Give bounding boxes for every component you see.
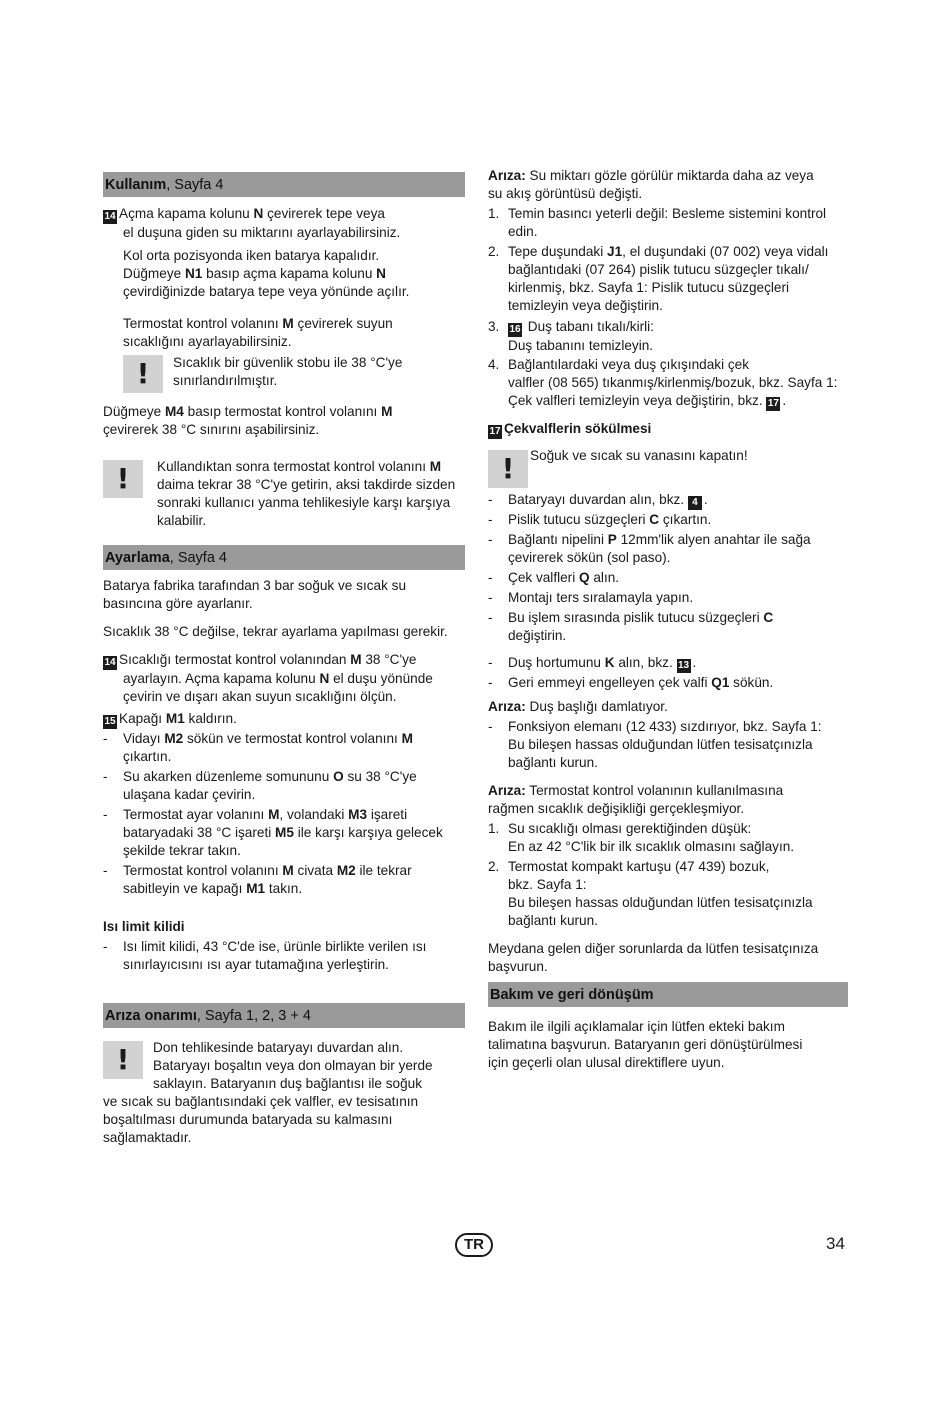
list-item: - Çek valfleri Q alın. [488, 570, 620, 585]
paragraph-maintenance: Bakım ile ilgili açıklamalar için lütfen ekteki bakım talimatına başvurun. Bataryanın geri dönüştürülmesi için geçerli olan ulusal direktiflere uyun. [488, 1019, 803, 1070]
list-item: - Isı limit kilidi, 43 °C'de ise, ürünle birlikte verilen ısı sınırlayıcısını ısı ayar tutamağına yerleştirin. [103, 939, 427, 972]
paragraph-readjust: Sıcaklık 38 °C değilse, tekrar ayarlama yapılması gerekir. [103, 624, 448, 639]
warning-icon: ! [103, 460, 143, 498]
list-item: - Vidayı M2 sökün ve termostat kontrol volanını M çıkartın. [103, 731, 413, 764]
figure-ref-15: 15 [104, 716, 116, 727]
paragraph-thermostat: Termostat kontrol volanını M çevirerek suyun sıcaklığını ayarlayabilirsiniz. [123, 316, 393, 349]
country-badge: TR [455, 1233, 493, 1257]
paragraph-factory: Batarya fabrika tarafından 3 bar soğuk ve sıcak su basıncına göre ayarlanır. [103, 578, 407, 611]
list-item: 1. Su sıcaklığı olması gerektiğinden düşük: En az 42 °C'lik bir ilk sıcaklık olmasını sağlayın. [488, 821, 795, 854]
list-item: - Montajı ters sıralamayla yapın. [488, 590, 694, 605]
subheading-heat-limit: Isı limit kilidi [103, 919, 185, 934]
paragraph-step-14: 14 Sıcaklığı termostat kontrol volanından M 38 °C'ye ayarlayın. Açma kapama kolunu N el duşu yönünde çevirin ve dışarı akan suyun sıcaklığını ölçün. [104, 652, 433, 704]
warning-text-frost: Don tehlikesinde bataryayı duvardan alın. Bataryayı boşaltın veya don olmayan bir yerde saklayın. Bataryanın duş bağlantısı ile soğuk ve sıcak su bağlantısındaki çek valfler, ev tesisatının boşaltılması durumunda bataryada su kalmasını sağlamaktadır. [103, 1040, 433, 1145]
page-number: 34 [826, 1234, 845, 1253]
paragraph-step-15: 15 Kapağı M1 kaldırın. [104, 711, 237, 727]
fault-temperature: Arıza: Termostat kontrol volanının kullanılmasına rağmen sıcaklık değişikliği gerçekleşmiyor. [488, 783, 784, 816]
list-item: - Fonksiyon elemanı (12 433) sızdırıyor, bkz. Sayfa 1: Bu bileşen hassas olduğundan lütfen tesisatçınızla bağlantı kurun. [488, 719, 822, 770]
list-item: - Geri emmeyi engelleyen çek valfi Q1 sökün. [488, 675, 774, 690]
list-item: 2. Tepe duşundaki J1, el duşundaki (07 002) veya vidalı bağlantıdaki (07 264) pislik tutucu süzgeçler tıkalı/ kirlenmiş, bkz. Sayfa 1: Pislik tutucu süzgeçleri temizleyin veya değiştirin. [488, 244, 829, 313]
figure-ref-14: 14 [104, 657, 116, 668]
list-item: - Bağlantı nipelini P 12mm'lik alyen anahtar ile sağa çevirerek sökün (sol paso). [488, 532, 811, 565]
figure-ref-4: 4 [688, 496, 702, 510]
list-item: 3. 16 Duş tabanı tıkalı/kirli: Duş tabanını temizleyin. [488, 319, 654, 353]
warning-text-safety-stop: Sıcaklık bir güvenlik stobu ile 38 °C'ye sınırlandırılmıştır. [173, 355, 403, 388]
list-item: 2. Termostat kompakt kartuşu (47 439) bozuk, bkz. Sayfa 1: Bu bileşen hassas olduğundan lütfen tesisatçınızla bağlantı kurun. [488, 859, 813, 928]
warning-text-burn: Kullandıktan sonra termostat kontrol volanını M daima tekrar 38 °C'ye getirin, aksi takdirde sizden sonraki kullanıcı yanma tehlikesiyle karşı karşıya kalabilir. [157, 459, 456, 528]
warning-icon: ! [123, 355, 163, 393]
paragraph-closed-position: Kol orta pozisyonda iken batarya kapalıdır. Düğmeye N1 basıp açma kapama kolunu N çevirdiğinizde batarya tepe veya yönünde açılır. [123, 248, 410, 299]
subheading-check-valves: 17 Çekvalflerin sökülmesi [489, 421, 652, 437]
figure-ref-14: 14 [104, 211, 116, 222]
list-item: - Bataryayı duvardan alın, bkz. 4 . [488, 492, 708, 508]
paragraph-m4: Düğmeye M4 basıp termostat kontrol volanını M çevirerek 38 °C sınırını aşabilirsiniz. [103, 404, 393, 437]
list-item: - Su akarken düzenleme somununu O su 38 °C'ye ulaşana kadar çevirin. [103, 769, 417, 802]
list-item: - Pislik tutucu süzgeçleri C çıkartın. [488, 512, 712, 527]
list-item: - Termostat kontrol volanını M civata M2 ile tekrar sabitleyin ve kapağı M1 takın. [103, 863, 412, 896]
list-item: - Bu işlem sırasında pislik tutucu süzgeçleri C değiştirin. [488, 610, 774, 643]
section-header-ayarlama: Ayarlama, Sayfa 4 [103, 545, 465, 570]
list-item: 1. Temin basıncı yeterli değil: Besleme sistemini kontrol edin. [488, 206, 827, 239]
figure-ref-13: 13 [677, 660, 690, 671]
paragraph-other-problems: Meydana gelen diğer sorunlarda da lütfen tesisatçınıza başvurun. [488, 941, 819, 974]
list-item: - Duş hortumunu K alın, bkz. 13 . [488, 655, 697, 671]
fault-flow-reduced: Arıza: Su miktarı gözle görülür miktarda daha az veya su akış görüntüsü değişti. [488, 168, 814, 201]
figure-ref-17: 17 [489, 426, 501, 437]
warning-icon: ! [103, 1041, 143, 1079]
section-header-ariza-onarimi: Arıza onarımı, Sayfa 1, 2, 3 + 4 [103, 1003, 465, 1028]
figure-ref-17: 17 [767, 398, 779, 409]
figure-ref-16: 16 [509, 324, 521, 335]
section-header-bakim: Bakım ve geri dönüşüm [488, 982, 848, 1007]
section-header-kullanim: Kullanım, Sayfa 4 [103, 172, 465, 197]
list-item: - Termostat ayar volanını M, volandaki M3 işareti bataryadaki 38 °C işareti M5 ile karşı karşıya gelecek şekilde tekrar takın. [103, 807, 443, 858]
fault-dripping: Arıza: Duş başlığı damlatıyor. [488, 699, 668, 714]
warning-text-close-valves: Soğuk ve sıcak su vanasını kapatın! [530, 448, 748, 463]
paragraph-lever: 14 Açma kapama kolunu N çevirerek tepe veya el duşuna giden su miktarını ayarlayabilirsiniz. [104, 206, 401, 240]
warning-icon: ! [488, 450, 528, 488]
list-item: 4. Bağlantılardaki veya duş çıkışındaki çek valfler (08 565) tıkanmış/kirlenmiş/bozuk, bkz. Sayfa 1: Çek valfleri temizleyin veya değiştirin, bkz. 17 . [488, 357, 838, 409]
